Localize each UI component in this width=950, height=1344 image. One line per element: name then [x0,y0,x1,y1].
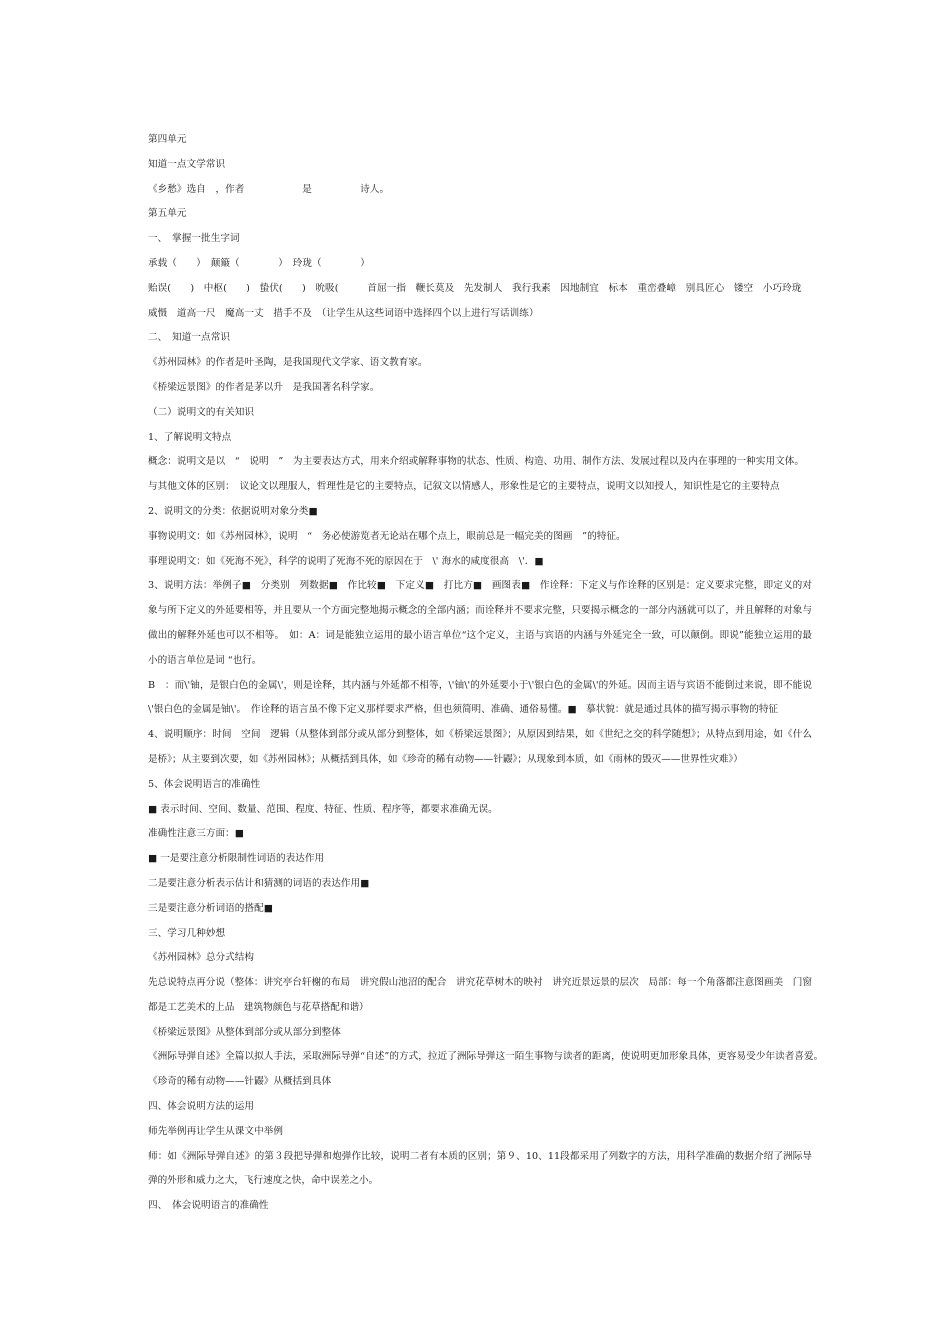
suzhou-author-line: 《苏州园林》的作者是叶圣陶，是我国现代文学家、语文教育家。 [148,357,428,369]
section-two-heading: 二、 知道一点常识 [148,332,230,344]
missile-methods-paragraph: 师：如《洲际导弹自述》的第３段把导弹和炮弹作比较，说明二者有本质的区别；第９、10、11段都采用了列数字的方法，用科学准确的数据介绍了洲际导弹的外形和威力之大，飞行速度之快，命中误差之小。 [148,1150,812,1187]
section-one-heading: 一、 掌握一批生字词 [148,233,240,245]
unit-five-heading: 第五单元 [148,208,187,220]
accuracy-line-1: ■ 表示时间、空间、数量、范围、程度、特征、性质、程序等，都要求准确无误。 [148,803,498,815]
section-three-heading: 三、学习几种妙想 [148,927,226,939]
bridge-structure-line: 《桥梁远景图》从整体到部分或从部分到整体 [148,1026,341,1038]
accuracy-line-2: 准确性注意三方面：■ [148,828,244,840]
difference-line: 与其他文体的区别： 议论文以理服人，哲理性是它的主要特点，记叙文以情感人，形象性是它的主要特点，说明文以知授人，知识性是它的主要特点 [148,481,780,493]
literature-knowledge-heading: 知道一点文学常识 [148,158,226,170]
echidna-structure-line: 《珍奇的稀有动物——针鼹》从概括到具体 [148,1076,332,1088]
vocab-line-2: 贻误( ) 中枢( ) 蛰伏( ) 吮吸( 首屈一指 鞭长莫及 先发制人 我行我素 因地制宜 标本 重峦叠嶂 别具匠心 镂空 小巧玲珑 [148,282,802,294]
vocab-line-3: 威慑 道高一尺 魔高一丈 措手不及 （让学生从这些词语中选择四个以上进行写话训练） [148,307,539,319]
expository-knowledge-heading: （二）说明文的有关知识 [148,406,255,418]
section-four-accuracy-heading: 四、 体会说明语言的准确性 [148,1200,269,1212]
order-paragraph: 4、说明顺序：时间 空间 逻辑（从整体到部分或从部分到整体，如《桥梁远景图》；从原因到结果，如《世纪之交的科学随想》；从特点到用途，如《什么是桥》；从主要到次要，如《苏州园林》；从概括到具体，如《珍奇的稀有动物——针鼹》；从现象到本质，如《雨林的毁灭——世界性灾难》） [148,729,812,765]
suzhou-structure-line: 《苏州园林》总分式结构 [148,952,255,964]
accuracy-line-4: 二是要注意分析表示估计和猜测的词语的表达作用■ [148,877,370,889]
section-four-heading: 四、体会说明方法的运用 [148,1101,255,1113]
suzhou-structure-paragraph: 先总说特点再分说（整体：讲究亭台轩榭的布局 讲究假山池沼的配合 讲究花草树木的映衬 讲究近景远景的层次 局部：每一个角落都注意图画美 门窗都是工艺美术的上品 建筑物颜色与花草搭配和谐） [148,977,812,1013]
interpretation-paragraph: B ：而\'铀，是银白色的金属\'，则是诠释，其内涵与外延都不相等，\'铀\'的外延要小于\'银白色的金属\'的外延。因而主语与宾语不能倒过来说，即不能说\'银白色的金属是铀\'。 作诠释的语言虽不像下定义那样要求严格，但也须简明、准确、通俗易懂。■ 摹状貌：就是通过具体的描写揭示事物的特征 [148,679,812,716]
document-body [148,128,824,1219]
accuracy-line-5: 三是要注意分析词语的搭配■ [148,902,273,914]
reason-expository-line: 事理说明文：如《死海不死》，科学的说明了死海不死的原因在于 \' 海水的咸度很高 \'．■ [148,555,544,567]
vocab-line-1: 承载（ ） 颠簸（ ） 玲珑（ ） [148,257,370,269]
concept-line: 概念：说明文是以 “ 说明 ” 为主要表达方式，用来介绍或解释事物的状态、性质、构造、功用、制作方法、发展过程以及内在事理的一种实用文体。 [148,456,805,468]
features-heading: 1、了解说明文特点 [148,431,232,443]
unit-four-heading: 第四单元 [148,134,187,145]
teacher-example-line: 师先举例再让学生从课文中举例 [148,1125,284,1137]
classification-heading: 2、说明文的分类：依据说明对象分类■ [148,505,318,517]
accuracy-line-3: ■ 一是要注意分析限制性词语的表达作用 [148,853,325,865]
accuracy-heading: 5、体会说明语言的准确性 [148,778,261,790]
missile-narration-line: 《洲际导弹自述》全篇以拟人手法，采取洲际导弹“自述”的方式，拉近了洲际导弹这一陌生事物与读者的距离，使说明更加形象具体，更容易受少年读者喜爱。 [148,1051,824,1063]
xiangchou-fill-blank: 《乡愁》选自 ，作者 是 诗人。 [148,183,390,195]
bridge-author-line: 《桥梁远景图》的作者是茅以升 是我国著名科学家。 [148,381,380,393]
object-expository-line: 事物说明文：如《苏州园林》，说明 “ 务必使游览者无论站在哪个点上，眼前总是一幅完美的图画 ”的特征。 [148,530,626,542]
methods-paragraph: 3、说明方法：举例子■ 分类别 列数据■ 作比较■ 下定义■ 打比方■ 画图表■ 作诠释：下定义与作诠释的区别是：定义要求完整，即定义的对象与所下定义的外延要相等，并且要从一个方面完整地揭示概念的全部内涵；而诠释并不要求完整，只要揭示概念的一部分内涵就可以了，并且解释的对象与做出的解释外延也可以不相等。 如：A：词是能独立运用的最小语言单位“这个定义，主语与宾语的内涵与外延完全一致，可以颠倒。即说”能独立运用的最小的语言单位是词 “也行。 [148,580,812,666]
